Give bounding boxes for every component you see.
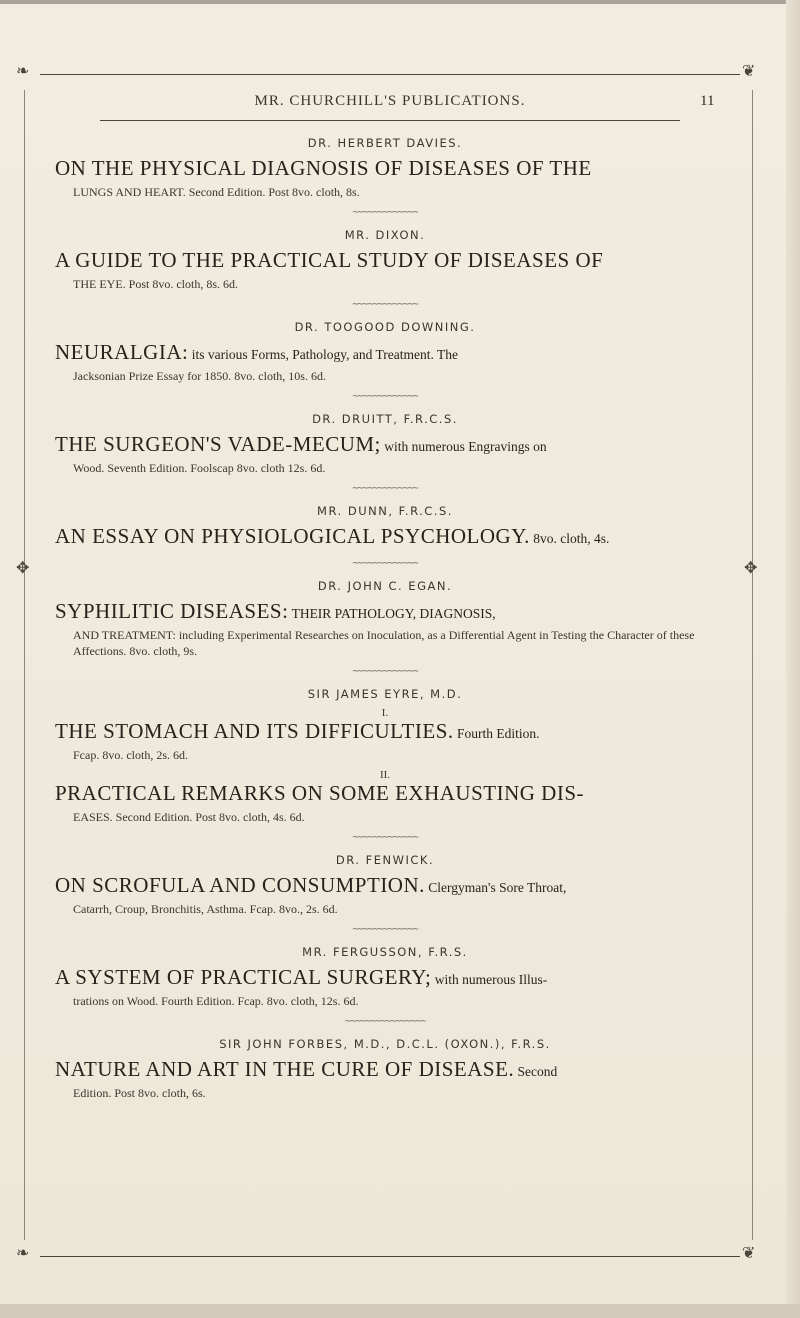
book-detail: LUNGS AND HEART. Second Edition. Post 8vo. cloth, 8s. <box>73 185 360 199</box>
list-item <box>55 945 715 1009</box>
border-left-rule <box>24 90 25 1240</box>
divider: ~~~~~~~~~~~~~~~~ <box>344 1016 426 1027</box>
corner-ornament-icon: ❦ <box>742 61 756 80</box>
page-number: 11 <box>700 93 715 109</box>
divider: ~~~~~~~~~~~~~ <box>352 391 418 402</box>
list-item <box>55 228 715 292</box>
side-ornament-icon: ✥ <box>16 558 30 577</box>
border-bottom-rule <box>40 1256 740 1257</box>
book-detail: AND TREATMENT: including Experimental Researches on Inoculation, as a Differential Agent in Testing the Character of these Affections. 8vo. cloth, 9s. <box>73 628 695 658</box>
book-detail: Edition. Post 8vo. cloth, 6s. <box>73 1086 206 1100</box>
work-numeral: II. <box>379 769 391 781</box>
book-detail: THE EYE. Post 8vo. cloth, 8s. 6d. <box>73 277 238 291</box>
divider: ~~~~~~~~~~~~~ <box>352 924 418 935</box>
publication-list <box>55 136 715 1105</box>
book-title: ON THE PHYSICAL DIAGNOSIS OF DISEASES OF THE <box>55 156 592 180</box>
divider: ~~~~~~~~~~~~~ <box>352 558 418 569</box>
author-name: MR. FERGUSSON, F.R.S. <box>302 945 468 959</box>
book-detail: Jacksonian Prize Essay for 1850. 8vo. cloth, 10s. 6d. <box>73 369 326 383</box>
list-item <box>55 1037 715 1101</box>
author-name: DR. DRUITT, F.R.C.S. <box>312 412 458 426</box>
divider: ~~~~~~~~~~~~~ <box>352 666 418 677</box>
corner-ornament-icon: ❦ <box>742 1243 756 1262</box>
book-title: NATURE AND ART IN THE CURE OF DISEASE. Second <box>55 1057 558 1081</box>
border-inner-rule <box>100 120 680 121</box>
book-title: AN ESSAY ON PHYSIOLOGICAL PSYCHOLOGY. 8vo. cloth, 4s. <box>55 524 610 548</box>
list-item <box>55 320 715 384</box>
book-title: A SYSTEM OF PRACTICAL SURGERY; with numerous Illus- <box>55 965 548 989</box>
list-item <box>55 579 715 659</box>
list-item <box>55 136 715 200</box>
bottom-edge <box>0 1304 800 1318</box>
book-title: SYPHILITIC DISEASES: THEIR PATHOLOGY, DIAGNOSIS, <box>55 599 496 623</box>
side-ornament-icon: ✥ <box>744 558 758 577</box>
author-name: SIR JAMES EYRE, M.D. <box>307 687 463 701</box>
author-name: DR. JOHN C. EGAN. <box>317 579 453 593</box>
divider: ~~~~~~~~~~~~~ <box>352 207 418 218</box>
border-top-rule <box>40 74 740 75</box>
corner-ornament-icon: ❧ <box>16 1243 30 1262</box>
work-numeral: I. <box>381 707 389 719</box>
list-item <box>55 687 715 825</box>
divider: ~~~~~~~~~~~~~ <box>352 483 418 494</box>
book-detail: Catarrh, Croup, Bronchitis, Asthma. Fcap. 8vo., 2s. 6d. <box>73 902 338 916</box>
list-item <box>55 853 715 917</box>
author-name: DR. HERBERT DAVIES. <box>307 136 463 150</box>
book-detail: EASES. Second Edition. Post 8vo. cloth, 4s. 6d. <box>73 810 305 824</box>
author-name: MR. DUNN, F.R.C.S. <box>317 504 453 518</box>
book-title: ON SCROFULA AND CONSUMPTION. Clergyman's Sore Throat, <box>55 873 567 897</box>
divider: ~~~~~~~~~~~~~ <box>352 832 418 843</box>
book-title: PRACTICAL REMARKS ON SOME EXHAUSTING DIS- <box>55 781 585 805</box>
book-detail: trations on Wood. Fourth Edition. Fcap. 8vo. cloth, 12s. 6d. <box>73 994 359 1008</box>
book-detail: Fcap. 8vo. cloth, 2s. 6d. <box>73 748 188 762</box>
running-head: MR. CHURCHILL'S PUBLICATIONS. <box>254 93 526 109</box>
border-right-rule <box>752 90 753 1240</box>
author-name: SIR JOHN FORBES, M.D., D.C.L. (OXON.), F.R.S. <box>219 1037 551 1051</box>
author-name: DR. TOOGOOD DOWNING. <box>294 320 476 334</box>
author-name: MR. DIXON. <box>344 228 426 242</box>
book-detail: Wood. Seventh Edition. Foolscap 8vo. cloth 12s. 6d. <box>73 461 326 475</box>
list-item <box>55 412 715 476</box>
book-title: A GUIDE TO THE PRACTICAL STUDY OF DISEASES OF <box>55 248 604 272</box>
top-edge <box>0 0 800 4</box>
corner-ornament-icon: ❧ <box>16 61 30 80</box>
book-title: THE SURGEON'S VADE-MECUM; with numerous Engravings on <box>55 432 547 456</box>
page-edge <box>786 0 800 1318</box>
book-title: NEURALGIA: its various Forms, Pathology, and Treatment. The <box>55 340 458 364</box>
author-name: DR. FENWICK. <box>335 853 435 867</box>
divider: ~~~~~~~~~~~~~ <box>352 299 418 310</box>
book-title: THE STOMACH AND ITS DIFFICULTIES. Fourth Edition. <box>55 719 540 743</box>
list-item <box>55 504 715 551</box>
